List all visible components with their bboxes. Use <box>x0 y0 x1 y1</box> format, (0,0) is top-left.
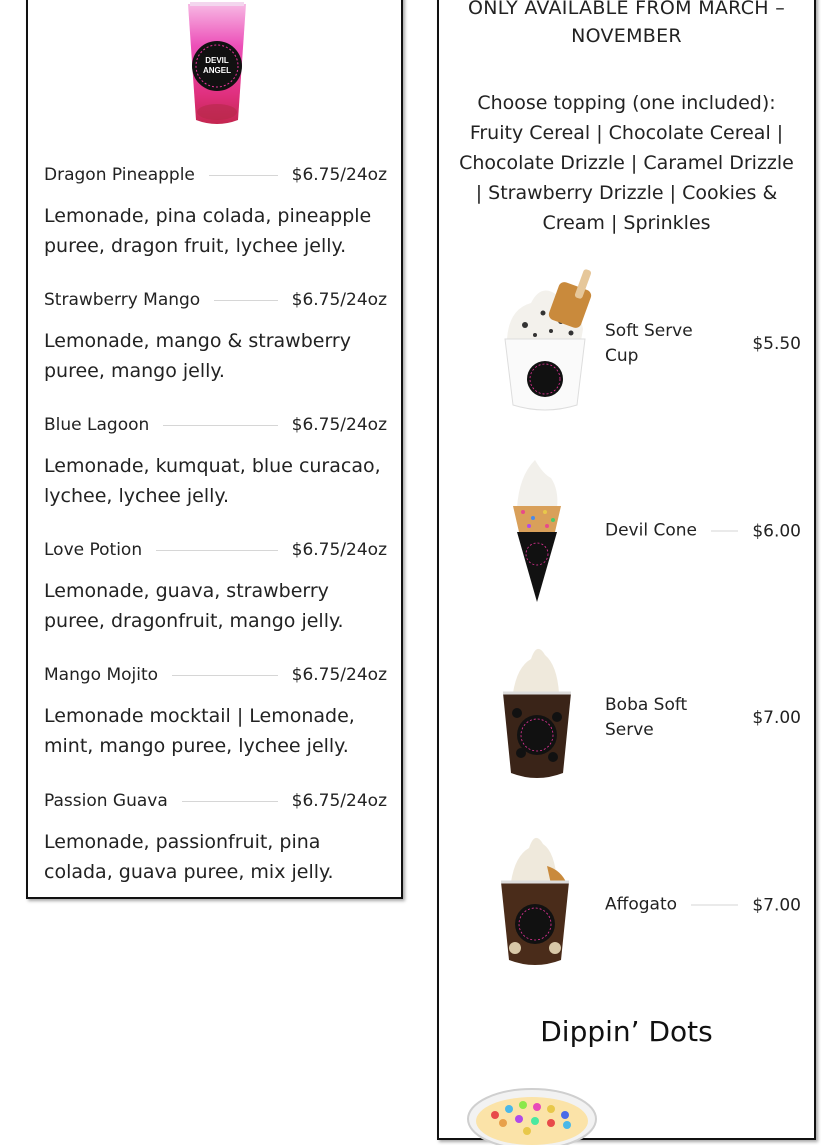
dragon-pineapple-drink-image <box>180 0 254 128</box>
menu-item-dragon-pineapple <box>44 164 387 261</box>
menu-item-love-potion <box>44 539 387 636</box>
devil-cone-image <box>491 456 601 606</box>
leader-line <box>691 905 738 906</box>
dessert-name: Soft Serve Cup <box>605 321 693 366</box>
availability-note: ONLY AVAILABLE FROM MARCH – NOVEMBER <box>467 0 786 47</box>
menu-item-boba-soft-serve <box>491 643 801 793</box>
leader-line <box>156 550 278 551</box>
dessert-price: $5.50 <box>752 334 801 354</box>
dessert-name: Boba Soft Serve <box>605 695 688 740</box>
dippin-dots-heading: Dippin’ Dots <box>540 1015 713 1048</box>
item-price: $6.75/24oz <box>291 415 387 435</box>
logo-text-devil: DEVIL <box>205 56 229 65</box>
boba-soft-serve-image <box>491 643 601 793</box>
item-description: Lemonade, mango & strawberry puree, mango jelly. <box>44 330 351 382</box>
item-price: $6.75/24oz <box>291 540 387 560</box>
lemonade-menu-card <box>26 0 403 899</box>
dessert-name: Devil Cone <box>605 520 697 541</box>
leader-line <box>209 175 278 176</box>
logo-text-angel: ANGEL <box>203 66 231 75</box>
item-name: Mango Mojito <box>44 665 159 685</box>
item-description: Lemonade, pina colada, pineapple puree, dragon fruit, lychee jelly. <box>44 205 372 257</box>
leader-line <box>711 531 738 532</box>
menu-item-blue-lagoon <box>44 414 387 511</box>
menu-item-passion-guava <box>44 790 387 887</box>
item-price: $6.75/24oz <box>291 791 387 811</box>
menu-item-affogato <box>491 830 801 980</box>
item-description: Lemonade, passionfruit, pina colada, guava puree, mix jelly. <box>44 831 334 883</box>
item-description: Lemonade, guava, strawberry puree, dragonfruit, mango jelly. <box>44 580 344 632</box>
dessert-name: Affogato <box>605 894 678 915</box>
item-price: $6.75/24oz <box>291 165 387 185</box>
item-name: Passion Guava <box>44 791 168 811</box>
dessert-price: $6.00 <box>752 521 801 541</box>
menu-item-soft-serve-cup <box>491 269 801 419</box>
menu-item-devil-cone <box>491 456 801 606</box>
item-price: $6.75/24oz <box>291 665 387 685</box>
leader-line <box>172 675 278 676</box>
item-description: Lemonade, kumquat, blue curacao, lychee, lychee jelly. <box>44 455 381 507</box>
item-description: Lemonade mocktail | Lemonade, mint, mango puree, lychee jelly. <box>44 705 355 757</box>
item-name: Blue Lagoon <box>44 415 150 435</box>
item-name: Strawberry Mango <box>44 290 201 310</box>
menu-item-mango-mojito <box>44 664 387 761</box>
affogato-image <box>491 830 601 980</box>
item-price: $6.75/24oz <box>291 290 387 310</box>
dessert-price: $7.00 <box>752 895 801 915</box>
dippin-dots-cup-image <box>465 1085 599 1145</box>
leader-line <box>163 425 277 426</box>
item-name: Dragon Pineapple <box>44 165 195 185</box>
item-name: Love Potion <box>44 540 143 560</box>
dessert-price: $7.00 <box>752 708 801 728</box>
topping-note: Choose topping (one included): Fruity Cereal | Chocolate Cereal | Chocolate Drizzle | Caramel Drizzle | Strawberry Drizzle | Cookies & Cream | Sprinkles <box>459 92 794 234</box>
menu-item-strawberry-mango <box>44 289 387 386</box>
leader-line <box>182 801 278 802</box>
leader-line <box>214 300 277 301</box>
soft-serve-cup-image <box>491 269 601 419</box>
soft-serve-menu-card <box>437 0 816 1140</box>
